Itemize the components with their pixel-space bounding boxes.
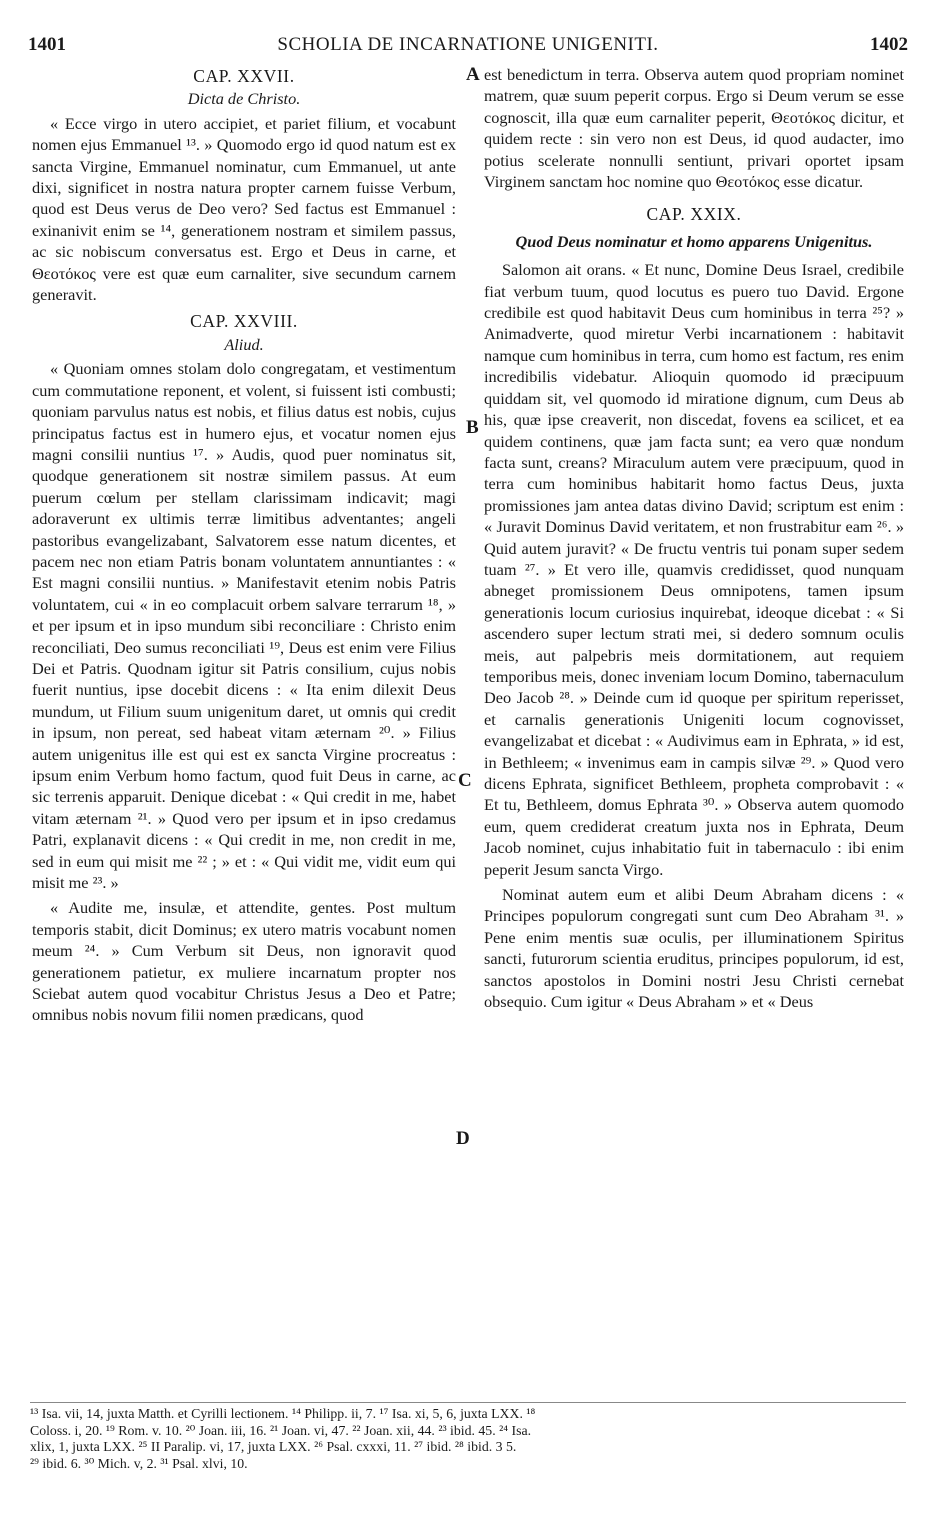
margin-letter-a: A xyxy=(466,64,480,85)
continuation-paragraph: est benedictum in terra. Observa autem quod propriam nominet matrem, quæ suum peperit corpus. Ergo si Deum verum se esse cognoscit, illa quæ eum carnaliter peperit, Θεοτόκος dicitur, et quidem recte : sin vero non est Deus, id quod audacter, imo potius scelerate nonnulli sentiunt, privari oportet ipsam Virginem sanctam hoc nomine quo Θεοτόκος esse dicatur. xyxy=(484,65,904,192)
footnotes xyxy=(30,1406,910,1472)
running-title: SCHOLIA DE INCARNATIONE UNIGENITI. xyxy=(277,34,659,55)
chapter-title-27: Dicta de Christo. xyxy=(187,89,301,109)
margin-letter-c: C xyxy=(458,770,472,791)
chapter-29-paragraph-1: Salomon ait orans. « Et nunc, Domine Deus Israel, credibile fiat verbum tuum, quod locutus es puero tuo David. Ergone credibile est quod habitavit Deus cum hominibus in terra ²⁵? » Animadverte, quod miretur Verbi incarnationem : habitavit namque cum hominibus in terra, cum homo est factum, res enim incredibilis videbatur. Alioquin quomodo id præcipuum quiddam sit, vel quomodo id miratione dignum, cum Deus ab his, quæ ipse creaverit, non discedat, fovens ea scilicet, et ea quidem continens, quæ jam facta sunt; ea vero quæ nondum facta sunt, creans? Miraculum autem vere præcipuum, quod in terra cum hominibus habitarit homo factus Deus, juxta promissiones jam antea datas divino David; scriptum est enim : « Juravit Dominus David veritatem, et non frustrabitur eam ²⁶. » Quid autem juravit? « De fructu ventris tui ponam super sedem tuam ²⁷. » Et vero ille, quamvis credidisset, quod nunquam abneget promissionem Deus omnipotens, tamen ipsum generationis locum curiosius inquirebat, ideoque dicebat : « Si ascendero super lectum strati mei, si dedero somnum oculis meis, aut palpebris meis dormitationem, aut requiem temporibus meis, donec inveniam locum Domino, tabernaculum Deo Jacob ²⁸. » Deinde cum id quoque per spiritum reperisset, et carnalis generationis Unigeniti locum cognovisset, evangelizabat et dicebat : « Audivimus eam in Ephrata, » id est, in Bethleem; « invenimus eam in campis silvæ ²⁹. » Quod vero dicens Ephrata, significet Bethleem, propheta comprobavit : « Et tu, Bethleem, domus Ephrata ³⁰. » Observa autem quomodo eum, quem crediderat creatum juxta nos in Ephrata, Deum Jacob nominet, cujus inhabitatio fuit in tabernaculo : ibi enim peperit Jesum sancta Virgo. xyxy=(484,260,904,879)
chapter-heading-28: CAP. XXVIII. xyxy=(190,311,298,332)
page-number-right: 1402 xyxy=(870,34,908,55)
page-number-left: 1401 xyxy=(28,34,66,55)
margin-letter-b: B xyxy=(466,417,479,438)
chapter-27-paragraph: « Ecce virgo in utero accipiet, et pariet filium, et vocabunt nomen ejus Emmanuel ¹³. » Quomodo ergo id quod natum est ex sancta Virgine, Emmanuel nominatur, cum Emmanuel, ut ante dixi, significet in nostra natura propter carnem fuisse Verbum, quod est Deus verus de Deo vero? Sed factus est Emmanuel : exinanivit enim se ¹⁴, generationem nostram et similem passus, ac sic nobiscum conversatus est. Ergo et Deus in carne, et Θεοτόκος vere est quæ eum carnaliter, sive secundum carnem generavit. xyxy=(32,113,456,305)
margin-letter-d: D xyxy=(456,1128,470,1149)
footnote-line: Coloss. i, 20. ¹⁹ Rom. v. 10. ²⁰ Joan. iii, 16. ²¹ Joan. vi, 47. ²² Joan. xii, 44. ²³ ibid. 45. ²⁴ Isa. xyxy=(30,1422,532,1438)
chapter-28-paragraph-1: « Quoniam omnes stolam dolo congregatam, et vestimentum cum commutatione reponent, et volent, si fuissent isti combusti; quoniam parvulus natus est nobis, et filius datus est nobis, cujus principatus factus est in humero ejus, et vocatur nomen ejus magni consilii nuntius ¹⁷. » Audis, quod puer nominatus sit, quodque generationem sit nostræ similem passus. At eum puerum cœlum per stellam clarissimam indicavit; magi adoraverunt ex ultimis terræ limitibus adventantes; angeli pastoribus evangelizabant, Salvatorem esse natum dicentes, et pacem nec non etiam Patris bonam voluntatem annuntiantes : « Est magni consilii nuntius. » Manifestavit etenim nobis Patris voluntatem, cui « in eo complacuit orbem salvare terrarum ¹⁸, » et per ipsum et in ipso mundum sibi reconciliare : Christo enim reconciliati, Deo sumus reconciliati ¹⁹, Deus est enim vere Filius Dei et Patris. Quodnam igitur sit Patris consilium, cujus nobis fuerit nuntius, ipse docebit dicens : « Ita enim dilexit Deus mundum, ut Filium suum unigenitum daret, ut omnis qui credit in ipsum, non pereat, sed habeat vitam æternam ²⁰. » Filius autem unigenitus ille est qui est ex sancta Virgine procreatus : ipsum enim Verbum homo factum, quod fuit Deus in carne, ac sic terrenis apparuit. Denique dicebat : « Qui credit in me, habet vitam æternam ²¹. » Quod vero per ipsum et in ipso credamus Patri, explanavit dicens : « Qui credit in me, non credit in me, sed in eum qui misit me ²² ; » et : « Qui vidit me, vidit eum qui misit me ²³. » xyxy=(32,359,456,893)
right-column xyxy=(484,64,904,1012)
footnote-line: ¹³ Isa. vii, 14, juxta Matth. et Cyrilli lectionem. ¹⁴ Philipp. ii, 7. ¹⁷ Isa. xi, 5, 6, juxta LXX. ¹⁸ xyxy=(30,1406,536,1421)
left-column xyxy=(32,64,456,1026)
chapter-title-28: Aliud. xyxy=(224,334,264,354)
page-header xyxy=(28,34,908,60)
chapter-title-29: Quod Deus nominatur et homo apparens Unigenitus. xyxy=(515,231,873,251)
footnote-line: ²⁹ ibid. 6. ³⁰ Mich. v, 2. ³¹ Psal. xlvi, 10. xyxy=(30,1455,248,1471)
footnote-line: xlix, 1, juxta LXX. ²⁵ II Paralip. vi, 17, juxta LXX. ²⁶ Psal. cxxxi, 11. ²⁷ ibid. ²⁸ ibid. 3 5. xyxy=(30,1439,517,1454)
footnote-rule xyxy=(30,1402,906,1403)
chapter-heading-29: CAP. XXIX. xyxy=(646,204,742,225)
chapter-29-paragraph-2: Nominat autem eum et alibi Deum Abraham dicens : « Principes populorum congregati sunt cum Deo Abraham ³¹. » Pene enim mentis suæ oculis, per illuminationem Spiritus sancti, futurorum scientia eruditus, principes populorum, id est, sanctos apostolos in Domini nostri Jesu Christi cernebat obsequio. Cum igitur « Deus Abraham » et « Deus xyxy=(484,885,904,1012)
chapter-heading-27: CAP. XXVII. xyxy=(193,66,295,86)
chapter-28-paragraph-2: « Audite me, insulæ, et attendite, gentes. Post multum temporis stabit, dicit Dominus; ex utero matris vocabunt nomen meum ²⁴. » Cum Verbum sit Deus, non ignoravit quod generationem patietur, ex muliere incarnatum propter nos Sciebat autem quod vocabitur Christus Jesus a Deo et Patre; omnibus nobis novum filii nomen prædicans, quod xyxy=(32,898,456,1025)
